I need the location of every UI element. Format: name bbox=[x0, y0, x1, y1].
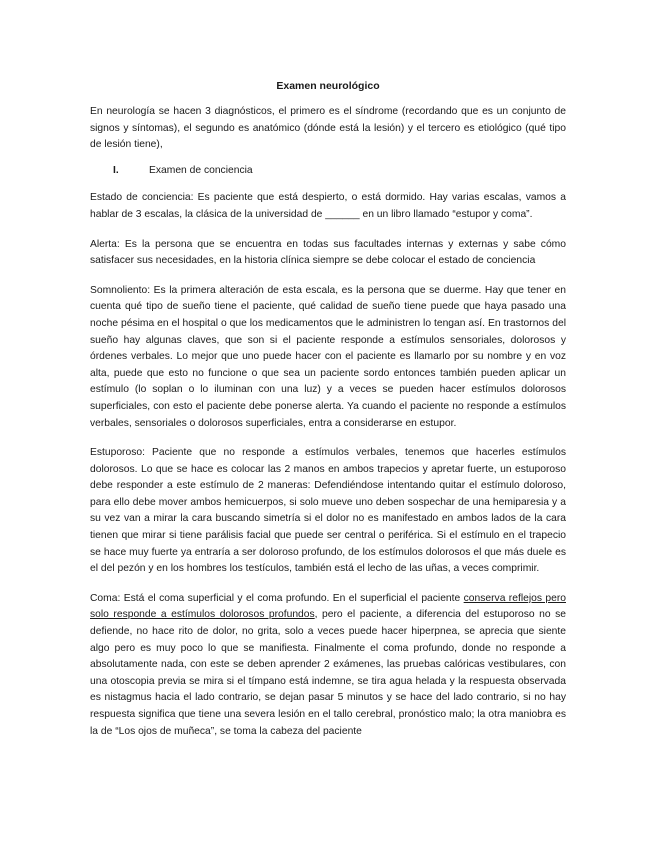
section-heading bbox=[90, 163, 566, 180]
estuporoso-paragraph: Estuporoso: Paciente que no responde a estímulos verbales, tenemos que hacerles estímulos dolorosos. Lo que se hace es colocar las 2 manos en ambos trapecios y apretar fuerte, un estuporoso debe responder a este estímulo de 2 maneras: Defendiéndose intentando quitar el estímulo doloroso, para ello debe mover ambos hemicuerpos, si solo mueve uno deben sospechar de una hemiparesia y a su vez van a mirar la cara buscando simetría si el dolor no es manifestado en ambos lados de la cara tienen que mirar si tiene parálisis facial que puede ser central o periférica. Si el estímulo en el trapecio se hace muy fuerte ya entraría a ser doloroso profundo, de los estímulos dolorosos el que más duele es el del pezón y en los hombres los testículos, también está el lecho de las uñas, a veces comprimir. bbox=[90, 447, 566, 575]
coma-text-end: , pero el paciente, a diferencia del estuporoso no se defiende, no hace rito de dolor, no grita, solo a veces puede hacer hiperpnea, se aprecia que siente algo pero es muy poco lo que se manifiesta. Finalmente el coma profundo, donde no responde a absolutamente nada, con este se deben aprender 2 exámenes, las pruebas calóricas vestibulares, con una otoscopia previa se mira si el tímpano está indemne, se tira agua helada y la respuesta observada es nistagmus hacia el lado contrario, se dejan pasar 5 minutos y se hace del lado contrario, si no hay respuesta significa que tiene una severa lesión en el tallo cerebral, pronóstico malo; la otra maniobra es la de “Los ojos de muñeca”, se toma la cabeza del paciente bbox=[90, 609, 566, 737]
section-number: I. bbox=[113, 164, 119, 176]
coma-text-start: Coma: Está el coma superficial y el coma profundo. En el superficial el paciente bbox=[90, 592, 464, 604]
somnoliento-paragraph: Somnoliento: Es la primera alteración de esta escala, es la persona que se duerme. Hay que tener en cuenta qué tipo de sueño tiene el paciente, qué calidad de sueño tiene puede que haya pasado una noche pésima en el hospital o que los medicamentos que le administren lo tengan así. En trastornos del sueño hay algunas claves, que son si el paciente responde a estímulos sensoriales, dolorosos y órdenes verbales. Lo mejor que uno puede hacer con el paciente es llamarlo por su nombre y en voz alta, puede que esto no funcione o que sea un paciente sordo entonces también pueden aplicar un estímulo (lo soplan o lo iluminan con una luz) y a veces se pueden hacer estímulos dolorosos superficiales, con esto el paciente debe ponerse alerta. Ya cuando el paciente no responde a estímulos verbales, sensoriales o dolorosos superficiales, entra a considerarse en estupor. bbox=[90, 284, 566, 429]
alerta-paragraph: Alerta: Es la persona que se encuentra en todas sus facultades internas y externas y sabe cómo satisfacer sus necesidades, en la historia clínica siempre se debe colocar el estado de conciencia bbox=[90, 238, 566, 267]
intro-paragraph: En neurología se hacen 3 diagnósticos, el primero es el síndrome (recordando que es un conjunto de signos y síntomas), el segundo es anatómico (dónde está la lesión) y el tercero es etiológico (qué tipo de lesión tiene), bbox=[90, 106, 566, 151]
document-body bbox=[90, 78, 566, 740]
coma-underlined-text: conserva reflejos pero solo responde a estímulos dolorosos profundos bbox=[90, 592, 566, 621]
document-title: Examen neurológico bbox=[276, 80, 380, 92]
coma-paragraph bbox=[90, 591, 566, 740]
estado-paragraph: Estado de conciencia: Es paciente que está despierto, o está dormido. Hay varias escalas, vamos a hablar de 3 escalas, la clásica de la universidad de ______ en un libro llamado “estupor y coma”. bbox=[90, 192, 566, 220]
section-title: Examen de conciencia bbox=[149, 164, 253, 176]
